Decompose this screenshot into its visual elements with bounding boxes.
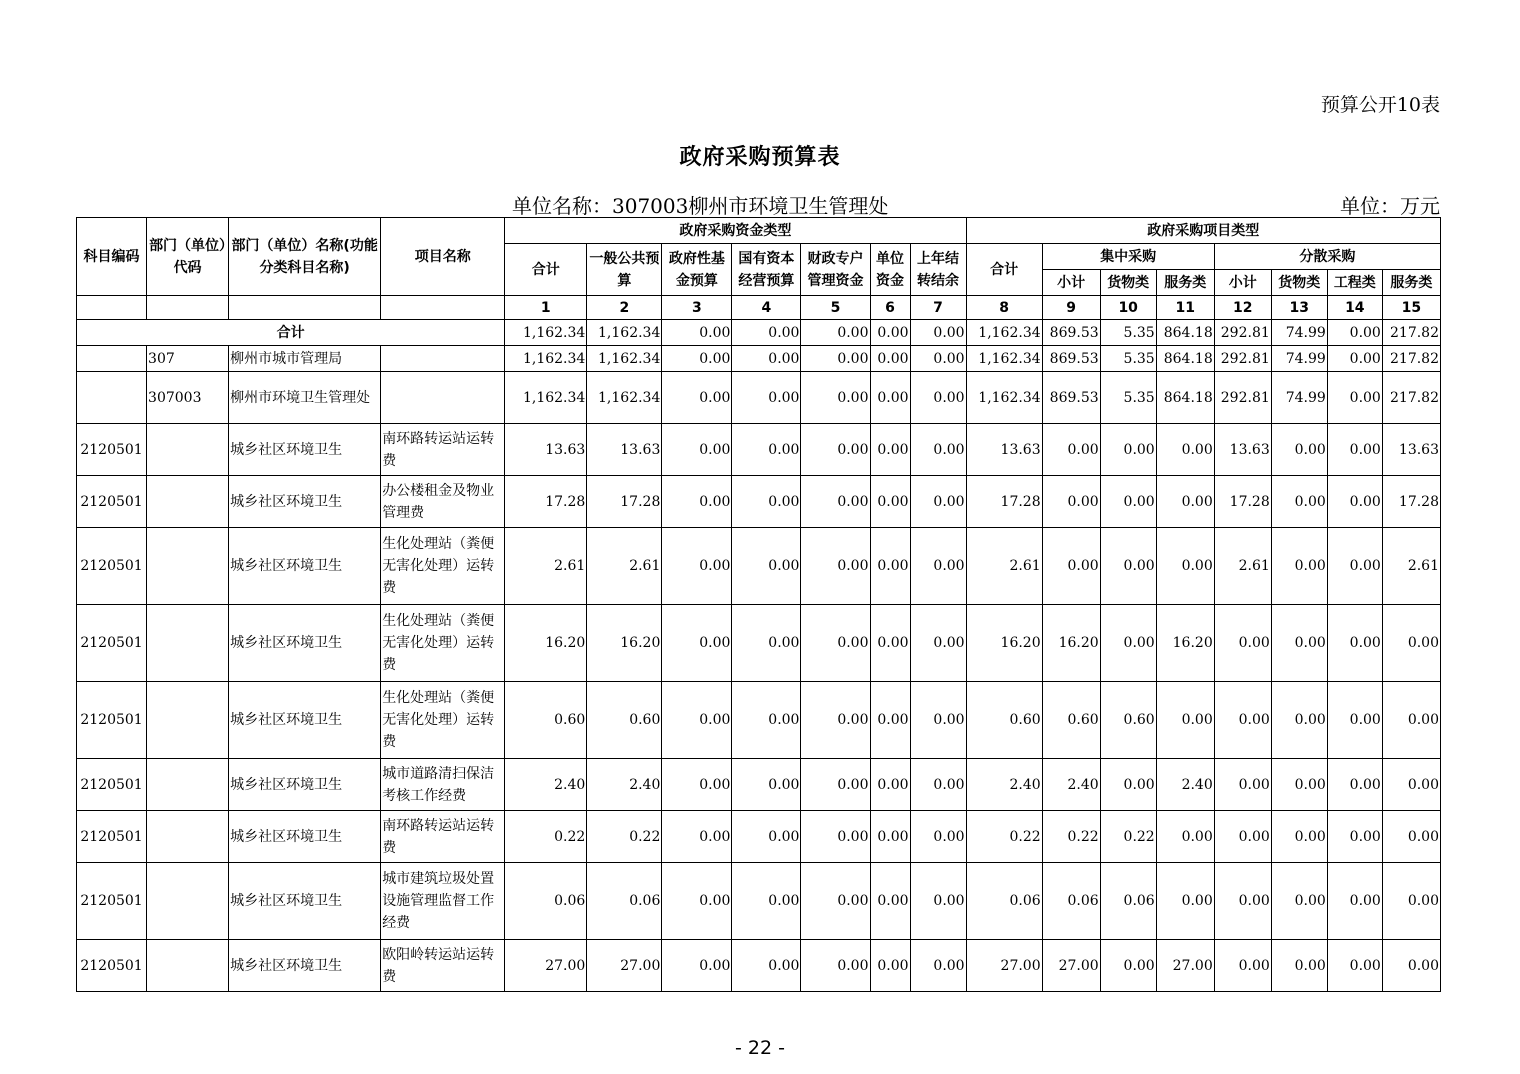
value-cell: 0.00 — [732, 372, 801, 424]
value-cell: 0.00 — [801, 346, 870, 372]
subject-code-cell: 2120501 — [77, 476, 147, 528]
col-central-subtotal: 小计 — [1042, 270, 1100, 296]
dept-code-cell — [147, 811, 229, 863]
value-cell: 0.00 — [1327, 811, 1382, 863]
value-cell: 2.61 — [587, 528, 662, 605]
value-cell: 0.00 — [1156, 476, 1214, 528]
col-gov-fund: 政府性基金预算 — [662, 244, 732, 296]
value-cell: 292.81 — [1214, 372, 1271, 424]
value-cell: 0.60 — [587, 682, 662, 759]
col-number: 13 — [1271, 296, 1327, 320]
value-cell: 17.28 — [966, 476, 1042, 528]
value-cell: 217.82 — [1382, 372, 1440, 424]
value-cell: 0.06 — [966, 863, 1042, 940]
value-cell: 2.40 — [587, 759, 662, 811]
col-dispersed-engineering: 工程类 — [1327, 270, 1382, 296]
value-cell: 74.99 — [1271, 372, 1327, 424]
value-cell: 0.00 — [662, 320, 732, 346]
value-cell: 0.00 — [1382, 940, 1440, 992]
value-cell: 5.35 — [1100, 346, 1156, 372]
value-cell: 0.00 — [1100, 759, 1156, 811]
value-cell: 0.00 — [732, 346, 801, 372]
value-cell: 13.63 — [966, 424, 1042, 476]
value-cell: 0.06 — [1042, 863, 1100, 940]
dept-code-cell — [147, 424, 229, 476]
value-cell: 0.00 — [732, 320, 801, 346]
value-cell: 0.00 — [732, 605, 801, 682]
col-number: 12 — [1214, 296, 1271, 320]
dept-code-cell — [147, 940, 229, 992]
col-total-2: 合计 — [966, 244, 1042, 296]
value-cell: 0.00 — [662, 476, 732, 528]
value-cell: 0.00 — [1214, 811, 1271, 863]
col-group-fund-type: 政府采购资金类型 — [505, 218, 966, 244]
value-cell: 0.00 — [732, 424, 801, 476]
col-group-central: 集中采购 — [1042, 244, 1214, 270]
value-cell: 0.00 — [1327, 863, 1382, 940]
value-cell: 864.18 — [1156, 320, 1214, 346]
value-cell: 0.00 — [1327, 759, 1382, 811]
col-central-services: 服务类 — [1156, 270, 1214, 296]
value-cell: 0.00 — [801, 605, 870, 682]
value-cell: 0.60 — [1100, 682, 1156, 759]
col-prior-balance: 上年结转结余 — [910, 244, 966, 296]
value-cell: 0.00 — [1327, 682, 1382, 759]
total-label: 合计 — [77, 320, 505, 346]
value-cell: 27.00 — [1042, 940, 1100, 992]
dept-name-cell: 城乡社区环境卫生 — [229, 605, 381, 682]
dept-code-cell — [147, 863, 229, 940]
value-cell: 0.00 — [870, 605, 910, 682]
value-cell: 16.20 — [505, 605, 587, 682]
col-number: 14 — [1327, 296, 1382, 320]
value-cell: 0.22 — [505, 811, 587, 863]
table-row — [77, 759, 1441, 811]
project-name-cell: 生化处理站（粪便无害化处理）运转费 — [381, 605, 505, 682]
value-cell: 0.00 — [662, 863, 732, 940]
value-cell: 2.40 — [505, 759, 587, 811]
value-cell: 0.00 — [662, 682, 732, 759]
col-general-budget: 一般公共预算 — [587, 244, 662, 296]
value-cell: 0.00 — [870, 759, 910, 811]
column-number-row — [77, 296, 1441, 320]
col-state-capital: 国有资本经营预算 — [732, 244, 801, 296]
project-name-cell: 南环路转运站运转费 — [381, 811, 505, 863]
dept-name-cell: 城乡社区环境卫生 — [229, 863, 381, 940]
value-cell: 0.00 — [801, 863, 870, 940]
col-number: 15 — [1382, 296, 1440, 320]
value-cell: 0.00 — [1327, 320, 1382, 346]
col-number: 9 — [1042, 296, 1100, 320]
col-dispersed-subtotal: 小计 — [1214, 270, 1271, 296]
value-cell: 27.00 — [505, 940, 587, 992]
value-cell: 0.00 — [910, 476, 966, 528]
value-cell: 0.00 — [910, 682, 966, 759]
value-cell: 0.00 — [910, 320, 966, 346]
project-name-cell: 城市建筑垃圾处置设施管理监督工作经费 — [381, 863, 505, 940]
value-cell: 0.00 — [801, 940, 870, 992]
value-cell: 0.22 — [1042, 811, 1100, 863]
value-cell: 869.53 — [1042, 346, 1100, 372]
value-cell: 0.00 — [1042, 424, 1100, 476]
col-central-goods: 货物类 — [1100, 270, 1156, 296]
col-number: 5 — [801, 296, 870, 320]
value-cell: 13.63 — [1214, 424, 1271, 476]
table-row — [77, 346, 1441, 372]
value-cell: 17.28 — [1214, 476, 1271, 528]
total-row — [77, 320, 1441, 346]
col-group-dispersed: 分散采购 — [1214, 244, 1440, 270]
value-cell: 0.00 — [910, 346, 966, 372]
value-cell: 0.00 — [1271, 940, 1327, 992]
value-cell: 74.99 — [1271, 346, 1327, 372]
col-number: 1 — [505, 296, 587, 320]
project-name-cell — [381, 346, 505, 372]
col-subject-code: 科目编码 — [77, 218, 147, 296]
subject-code-cell: 2120501 — [77, 863, 147, 940]
value-cell: 0.00 — [910, 528, 966, 605]
table-row — [77, 528, 1441, 605]
value-cell: 0.00 — [1382, 759, 1440, 811]
value-cell: 0.00 — [1271, 759, 1327, 811]
col-unit-fund: 单位资金 — [870, 244, 910, 296]
value-cell: 0.00 — [1156, 682, 1214, 759]
value-cell: 0.00 — [662, 759, 732, 811]
dept-name-cell: 城乡社区环境卫生 — [229, 476, 381, 528]
dept-name-cell: 柳州市城市管理局 — [229, 346, 381, 372]
value-cell: 17.28 — [587, 476, 662, 528]
procurement-budget-table — [76, 217, 1441, 992]
value-cell: 16.20 — [1156, 605, 1214, 682]
value-cell: 2.40 — [1156, 759, 1214, 811]
dept-name-cell: 柳州市环境卫生管理处 — [229, 372, 381, 424]
value-cell: 1,162.34 — [587, 320, 662, 346]
value-cell: 0.00 — [910, 759, 966, 811]
value-cell: 74.99 — [1271, 320, 1327, 346]
value-cell: 0.00 — [1156, 528, 1214, 605]
dept-code-cell — [147, 682, 229, 759]
dept-name-cell: 城乡社区环境卫生 — [229, 528, 381, 605]
value-cell: 0.00 — [1100, 940, 1156, 992]
value-cell: 0.00 — [1271, 476, 1327, 528]
dept-name-cell: 城乡社区环境卫生 — [229, 682, 381, 759]
value-cell: 0.00 — [910, 863, 966, 940]
value-cell: 0.22 — [1100, 811, 1156, 863]
subject-code-cell: 2120501 — [77, 940, 147, 992]
value-cell: 0.00 — [1327, 372, 1382, 424]
value-cell: 0.00 — [662, 940, 732, 992]
subject-code-cell: 2120501 — [77, 811, 147, 863]
value-cell: 0.06 — [1100, 863, 1156, 940]
value-cell: 0.00 — [662, 372, 732, 424]
value-cell: 1,162.34 — [505, 320, 587, 346]
value-cell: 17.28 — [1382, 476, 1440, 528]
blank-cell — [381, 296, 505, 320]
value-cell: 1,162.34 — [966, 372, 1042, 424]
value-cell: 292.81 — [1214, 346, 1271, 372]
value-cell: 0.00 — [870, 346, 910, 372]
value-cell: 0.00 — [1271, 863, 1327, 940]
value-cell: 0.60 — [966, 682, 1042, 759]
dept-code-cell — [147, 759, 229, 811]
value-cell: 0.60 — [505, 682, 587, 759]
value-cell: 0.00 — [870, 940, 910, 992]
project-name-cell: 南环路转运站运转费 — [381, 424, 505, 476]
value-cell: 0.00 — [1042, 528, 1100, 605]
value-cell: 1,162.34 — [966, 320, 1042, 346]
value-cell: 0.00 — [662, 424, 732, 476]
table-row — [77, 605, 1441, 682]
value-cell: 17.28 — [505, 476, 587, 528]
value-cell: 0.00 — [732, 811, 801, 863]
value-cell: 0.00 — [732, 476, 801, 528]
value-cell: 0.00 — [1100, 424, 1156, 476]
value-cell: 13.63 — [1382, 424, 1440, 476]
value-cell: 5.35 — [1100, 320, 1156, 346]
value-cell: 0.00 — [1327, 528, 1382, 605]
value-cell: 0.00 — [801, 320, 870, 346]
value-cell: 0.00 — [1214, 759, 1271, 811]
value-cell: 0.00 — [910, 372, 966, 424]
value-cell: 0.00 — [1042, 476, 1100, 528]
col-number: 2 — [587, 296, 662, 320]
value-cell: 0.00 — [1382, 863, 1440, 940]
subject-code-cell — [77, 372, 147, 424]
value-cell: 13.63 — [587, 424, 662, 476]
value-cell: 0.00 — [1271, 605, 1327, 682]
value-cell: 1,162.34 — [505, 372, 587, 424]
dept-code-cell — [147, 528, 229, 605]
value-cell: 16.20 — [966, 605, 1042, 682]
value-cell: 0.00 — [870, 476, 910, 528]
value-cell: 0.00 — [910, 940, 966, 992]
value-cell: 0.00 — [1271, 528, 1327, 605]
dept-code-cell — [147, 476, 229, 528]
dept-code-cell — [147, 605, 229, 682]
project-name-cell: 办公楼租金及物业管理费 — [381, 476, 505, 528]
dept-name-cell: 城乡社区环境卫生 — [229, 759, 381, 811]
value-cell: 16.20 — [587, 605, 662, 682]
col-dispersed-goods: 货物类 — [1271, 270, 1327, 296]
value-cell: 27.00 — [966, 940, 1042, 992]
value-cell: 0.00 — [1327, 476, 1382, 528]
value-cell: 864.18 — [1156, 346, 1214, 372]
value-cell: 0.00 — [870, 424, 910, 476]
value-cell: 0.00 — [662, 528, 732, 605]
table-row — [77, 863, 1441, 940]
value-cell: 0.00 — [870, 811, 910, 863]
value-cell: 27.00 — [587, 940, 662, 992]
value-cell: 0.06 — [505, 863, 587, 940]
value-cell: 1,162.34 — [966, 346, 1042, 372]
value-cell: 0.00 — [662, 811, 732, 863]
value-cell: 217.82 — [1382, 320, 1440, 346]
value-cell: 0.00 — [910, 811, 966, 863]
col-number: 4 — [732, 296, 801, 320]
table-row — [77, 940, 1441, 992]
value-cell: 0.00 — [870, 320, 910, 346]
col-dispersed-services: 服务类 — [1382, 270, 1440, 296]
value-cell: 0.00 — [1271, 424, 1327, 476]
value-cell: 0.60 — [1042, 682, 1100, 759]
value-cell: 0.00 — [801, 476, 870, 528]
value-cell: 864.18 — [1156, 372, 1214, 424]
value-cell: 0.00 — [910, 424, 966, 476]
col-number: 10 — [1100, 296, 1156, 320]
value-cell: 0.00 — [732, 528, 801, 605]
col-total: 合计 — [505, 244, 587, 296]
value-cell: 0.00 — [801, 759, 870, 811]
col-project-name: 项目名称 — [381, 218, 505, 296]
value-cell: 0.00 — [1382, 605, 1440, 682]
table-row — [77, 372, 1441, 424]
form-number: 预算公开10表 — [1320, 94, 1440, 116]
page-title: 政府采购预算表 — [679, 144, 841, 170]
value-cell: 0.00 — [1156, 424, 1214, 476]
value-cell: 0.00 — [1100, 605, 1156, 682]
value-cell: 0.00 — [732, 759, 801, 811]
value-cell: 217.82 — [1382, 346, 1440, 372]
value-cell: 1,162.34 — [505, 346, 587, 372]
value-cell: 869.53 — [1042, 320, 1100, 346]
blank-cell — [229, 296, 381, 320]
value-cell: 0.00 — [1327, 940, 1382, 992]
value-cell: 0.00 — [801, 372, 870, 424]
dept-name-cell: 城乡社区环境卫生 — [229, 940, 381, 992]
subject-code-cell — [77, 346, 147, 372]
value-cell: 13.63 — [505, 424, 587, 476]
blank-cell — [77, 296, 147, 320]
value-cell: 2.61 — [1214, 528, 1271, 605]
value-cell: 0.00 — [801, 811, 870, 863]
value-cell: 0.00 — [1100, 476, 1156, 528]
col-number: 3 — [662, 296, 732, 320]
value-cell: 0.00 — [1214, 940, 1271, 992]
dept-name-cell: 城乡社区环境卫生 — [229, 811, 381, 863]
subject-code-cell: 2120501 — [77, 759, 147, 811]
value-cell: 2.40 — [966, 759, 1042, 811]
project-name-cell: 欧阳岭转运站运转费 — [381, 940, 505, 992]
value-cell: 0.00 — [801, 528, 870, 605]
table-row — [77, 476, 1441, 528]
subject-code-cell: 2120501 — [77, 605, 147, 682]
value-cell: 1,162.34 — [587, 346, 662, 372]
col-number: 11 — [1156, 296, 1214, 320]
dept-code-cell: 307 — [147, 346, 229, 372]
blank-cell — [147, 296, 229, 320]
value-cell: 0.00 — [732, 940, 801, 992]
col-number: 6 — [870, 296, 910, 320]
col-dept-name: 部门（单位）名称(功能分类科目名称) — [229, 218, 381, 296]
value-cell: 292.81 — [1214, 320, 1271, 346]
value-cell: 0.00 — [1327, 605, 1382, 682]
value-cell: 0.00 — [1271, 811, 1327, 863]
value-cell: 2.61 — [505, 528, 587, 605]
value-cell: 2.61 — [1382, 528, 1440, 605]
col-number: 8 — [966, 296, 1042, 320]
value-cell: 16.20 — [1042, 605, 1100, 682]
col-dept-code: 部门（单位）代码 — [147, 218, 229, 296]
value-cell: 0.00 — [732, 863, 801, 940]
value-cell: 0.00 — [1327, 346, 1382, 372]
value-cell: 0.00 — [801, 682, 870, 759]
project-name-cell: 生化处理站（粪便无害化处理）运转费 — [381, 682, 505, 759]
page-number: - 22 - — [735, 1037, 785, 1059]
dept-code-cell: 307003 — [147, 372, 229, 424]
value-cell: 0.00 — [662, 605, 732, 682]
value-cell: 0.00 — [1327, 424, 1382, 476]
project-name-cell: 城市道路清扫保洁考核工作经费 — [381, 759, 505, 811]
value-cell: 0.00 — [1271, 682, 1327, 759]
project-name-cell — [381, 372, 505, 424]
value-cell: 0.22 — [966, 811, 1042, 863]
value-cell: 0.00 — [1382, 682, 1440, 759]
value-cell: 0.00 — [1214, 605, 1271, 682]
currency-unit: 单位：万元 — [1340, 194, 1440, 218]
value-cell: 0.00 — [1214, 682, 1271, 759]
value-cell: 0.00 — [870, 528, 910, 605]
value-cell: 869.53 — [1042, 372, 1100, 424]
value-cell: 0.22 — [587, 811, 662, 863]
subject-code-cell: 2120501 — [77, 528, 147, 605]
table-row — [77, 424, 1441, 476]
value-cell: 0.00 — [870, 372, 910, 424]
value-cell: 0.00 — [1156, 863, 1214, 940]
unit-name: 单位名称：307003柳州市环境卫生管理处 — [512, 194, 889, 218]
value-cell: 0.06 — [587, 863, 662, 940]
col-special-fund: 财政专户管理资金 — [801, 244, 870, 296]
value-cell: 2.61 — [966, 528, 1042, 605]
subject-code-cell: 2120501 — [77, 424, 147, 476]
col-group-project-type: 政府采购项目类型 — [966, 218, 1440, 244]
value-cell: 0.00 — [870, 682, 910, 759]
value-cell: 1,162.34 — [587, 372, 662, 424]
value-cell: 0.00 — [801, 424, 870, 476]
table-row — [77, 682, 1441, 759]
table-row — [77, 811, 1441, 863]
project-name-cell: 生化处理站（粪便无害化处理）运转费 — [381, 528, 505, 605]
value-cell: 27.00 — [1156, 940, 1214, 992]
value-cell: 0.00 — [910, 605, 966, 682]
value-cell: 0.00 — [1382, 811, 1440, 863]
subject-code-cell: 2120501 — [77, 682, 147, 759]
value-cell: 0.00 — [1100, 528, 1156, 605]
value-cell: 0.00 — [1156, 811, 1214, 863]
value-cell: 5.35 — [1100, 372, 1156, 424]
value-cell: 0.00 — [1214, 863, 1271, 940]
value-cell: 2.40 — [1042, 759, 1100, 811]
value-cell: 0.00 — [870, 863, 910, 940]
col-number: 7 — [910, 296, 966, 320]
value-cell: 0.00 — [732, 682, 801, 759]
value-cell: 0.00 — [662, 346, 732, 372]
dept-name-cell: 城乡社区环境卫生 — [229, 424, 381, 476]
